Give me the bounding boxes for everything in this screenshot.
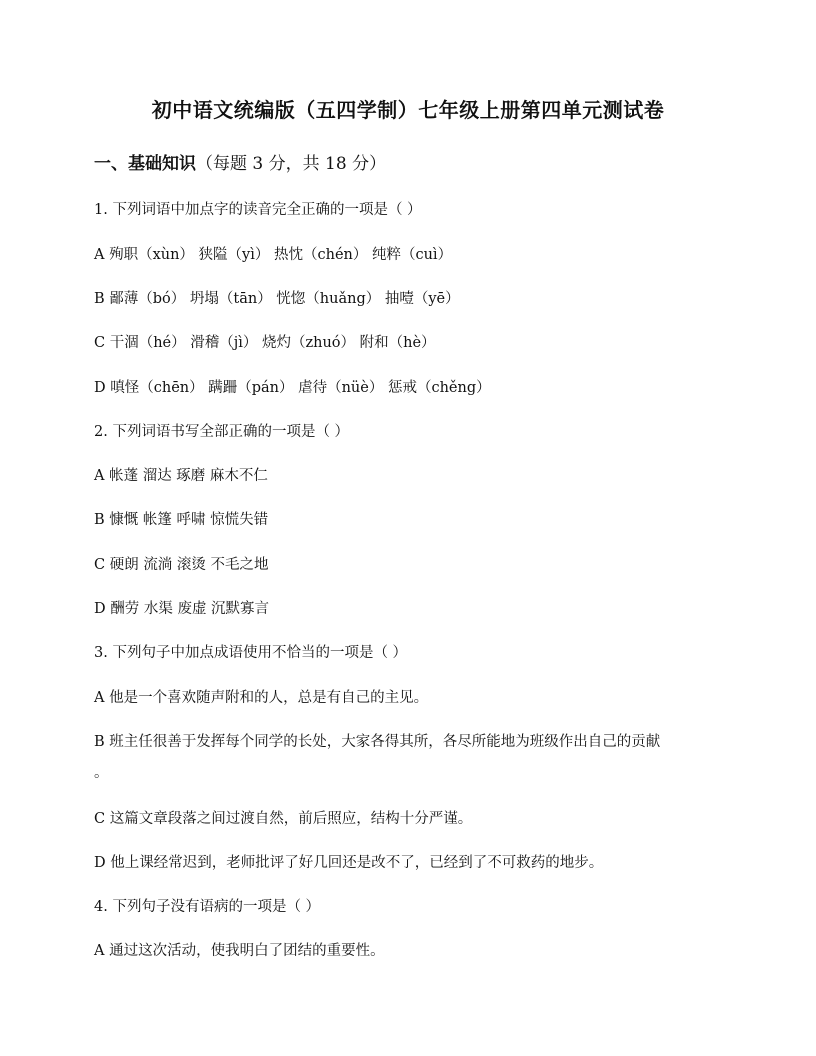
question-3-option-d: D 他上课经常迟到，老师批评了好几回还是改不了，已经到了不可救药的地步。 [94, 855, 604, 871]
question-3-option-b-tail: 。 [94, 765, 109, 781]
question-2-stem: 2. 下列词语书写全部正确的一项是（ ） [94, 424, 350, 440]
question-4-option-a: A 通过这次活动，使我明白了团结的重要性。 [94, 943, 385, 959]
page-title: 初中语文统编版（五四学制）七年级上册第四单元测试卷 [151, 98, 665, 122]
question-3-option-c: C 这篇文章段落之间过渡自然，前后照应，结构十分严谨。 [94, 811, 473, 827]
question-4-stem: 4. 下列句子没有语病的一项是（ ） [94, 899, 321, 915]
question-1-stem: 1. 下列词语中加点字的读音完全正确的一项是（ ） [94, 202, 422, 218]
section-heading [94, 149, 386, 174]
question-1-option-b: B 鄙薄（bó） 坍塌（tān） 恍惚（huǎng） 抽噎（yē） [94, 291, 460, 307]
question-1-option-a: A 殉职（xùn） 狭隘（yì） 热忱（chén） 纯粹（cuì） [94, 247, 453, 263]
question-3-stem: 3. 下列句子中加点成语使用不恰当的一项是（ ） [94, 645, 408, 661]
section-heading-text: 一、基础知识 [94, 154, 196, 174]
question-1-option-d: D 嗔怪（chēn） 蹒跚（pán） 虐待（nüè） 惩戒（chěng） [94, 380, 491, 396]
question-3-option-b: B 班主任很善于发挥每个同学的长处，大家各得其所，各尽所能地为班级作出自己的贡献 [94, 734, 661, 750]
question-2-option-c: C 硬朗 流淌 滚烫 不毛之地 [94, 557, 269, 573]
section-score-note: （每题 3 分，共 18 分） [196, 154, 387, 174]
question-2-option-b: B 慷慨 帐篷 呼啸 惊慌失错 [94, 512, 269, 528]
question-3-option-a: A 他是一个喜欢随声附和的人，总是有自己的主见。 [94, 690, 429, 706]
question-2-option-a: A 帐蓬 溜达 琢磨 麻木不仁 [94, 468, 268, 484]
question-2-option-d: D 酬劳 水渠 废虚 沉默寡言 [94, 601, 270, 617]
question-1-option-c: C 干涸（hé） 滑稽（jì） 烧灼（zhuó） 附和（hè） [94, 335, 436, 351]
